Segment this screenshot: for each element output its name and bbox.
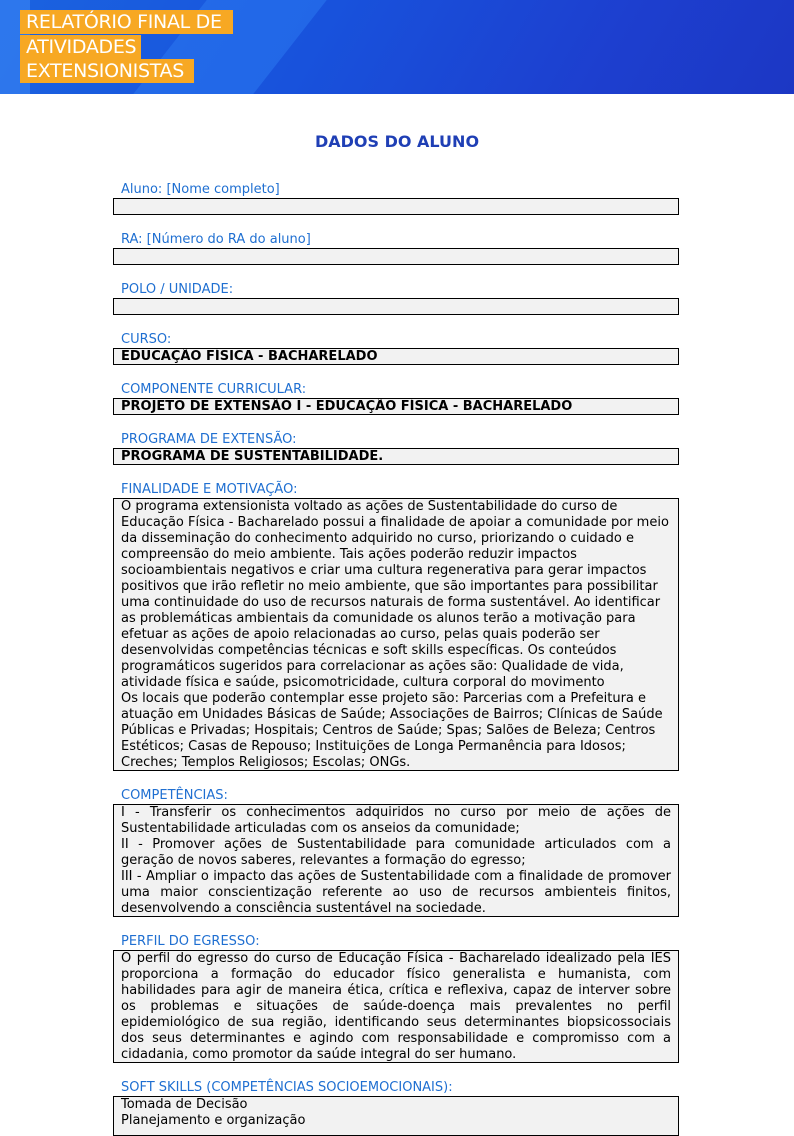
polo-label: POLO / UNIDADE: (121, 282, 234, 297)
ra-field[interactable] (113, 248, 679, 265)
programa-label: PROGRAMA DE EXTENSÃO: (121, 432, 297, 447)
page-title: DADOS DO ALUNO (314, 132, 480, 151)
curso-field[interactable]: EDUCAÇÃO FÍSICA - BACHARELADO (113, 348, 679, 365)
soft-skill-item: Planejamento e organização (121, 1113, 306, 1128)
finalidade-label: FINALIDADE E MOTIVAÇÃO: (121, 482, 298, 497)
componente-field[interactable]: PROJETO DE EXTENSÃO I - EDUCAÇÃO FÍSICA - BACHARELADO (113, 398, 679, 415)
header-banner (0, 0, 794, 94)
report-title-line-3: EXTENSIONISTAS (20, 59, 194, 83)
ra-label: RA: [Número do RA do aluno] (121, 232, 311, 247)
perfil-paragraph: O perfil do egresso do curso de Educação Física - Bacharelado idealizado pela IES proporciona a formação do educador físico generalista e humanista, com habilidades para agir de maneira ética, crítica e reflexiva, capaz de interver sobre os problemas e situações de saúde-doença mais prevalentes no perfil epidemiológico de sua região, identificando seus determinantes biopsicossociais dos seus determinantes e agindo com responsabilidade e compromisso com a cidadania, como promotor da saúde integral do ser humano. (121, 951, 671, 1062)
finalidade-field[interactable] (113, 498, 679, 771)
perfil-label: PERFIL DO EGRESSO: (121, 934, 260, 949)
curso-label: CURSO: (121, 332, 172, 347)
soft-skills-label: SOFT SKILLS (COMPETÊNCIAS SOCIOEMOCIONAIS): (121, 1080, 453, 1095)
perfil-field[interactable] (113, 950, 679, 1063)
competencia-item: II - Promover ações de Sustentabilidade para comunidade articulados com a geração de novos saberes, relevantes a formação do egresso; (121, 837, 671, 868)
competencia-item: III - Ampliar o impacto das ações de Sustentabilidade com a finalidade de promover uma maior conscientização referente ao uso de recursos ambienteis finitos, desenvolvendo a consciência sustentável na sociedade. (121, 869, 671, 916)
competencia-item: I - Transferir os conhecimentos adquiridos no curso por meio de ações de Sustentabilidade articuladas com os anseios da comunidade; (121, 805, 671, 836)
report-title-line-2: ATIVIDADES (20, 35, 141, 59)
finalidade-paragraph: Os locais que poderão contemplar esse projeto são: Parcerias com a Prefeitura e atuação em Unidades Básicas de Saúde; Associações de Bairros; Clínicas de Saúde Públicas e Privadas; Hospitais; Centros de Saúde; Spas; Salões de Beleza; Centros Estéticos; Casas de Repouso; Instituições de Longa Permanência para Idosos; Creches; Templos Religiosos; Escolas; ONGs. (121, 691, 663, 770)
competencias-label: COMPETÊNCIAS: (121, 788, 228, 803)
report-title-line-1: RELATÓRIO FINAL DE (20, 10, 233, 34)
competencias-field[interactable] (113, 804, 679, 917)
programa-field[interactable]: PROGRAMA DE SUSTENTABILIDADE. (113, 448, 679, 465)
aluno-field[interactable] (113, 198, 679, 215)
finalidade-paragraph: O programa extensionista voltado as ações de Sustentabilidade do curso de Educação Física - Bacharelado possui a finalidade de apoiar a comunidade por meio da disseminação do conhecimento adquirido no curso, priorizando o cuidado e compreensão do meio ambiente. Tais ações poderão reduzir impactos socioambientais negativos e criar uma cultura regenerativa para gerar impactos positivos que irão refletir no meio ambiente, que são importantes para possibilitar uma continuidade do uso de recursos naturais de forma sustentável. Ao identificar as problemáticas ambientais da comunidade os alunos terão a motivação para efetuar as ações de apoio relacionadas ao curso, pelas quais poderão ser desenvolvidas competências técnicas e soft skills específicas. Os conteúdos programáticos sugeridos para correlacionar as ações são: Qualidade de vida, atividade física e saúde, psicomotricidade, cultura corporal do movimento (121, 499, 669, 690)
componente-label: COMPONENTE CURRICULAR: (121, 382, 307, 397)
soft-skill-item: Tomada de Decisão (121, 1097, 248, 1112)
polo-field[interactable] (113, 298, 679, 315)
aluno-label: Aluno: [Nome completo] (121, 182, 280, 197)
soft-skills-field[interactable] (113, 1096, 679, 1136)
